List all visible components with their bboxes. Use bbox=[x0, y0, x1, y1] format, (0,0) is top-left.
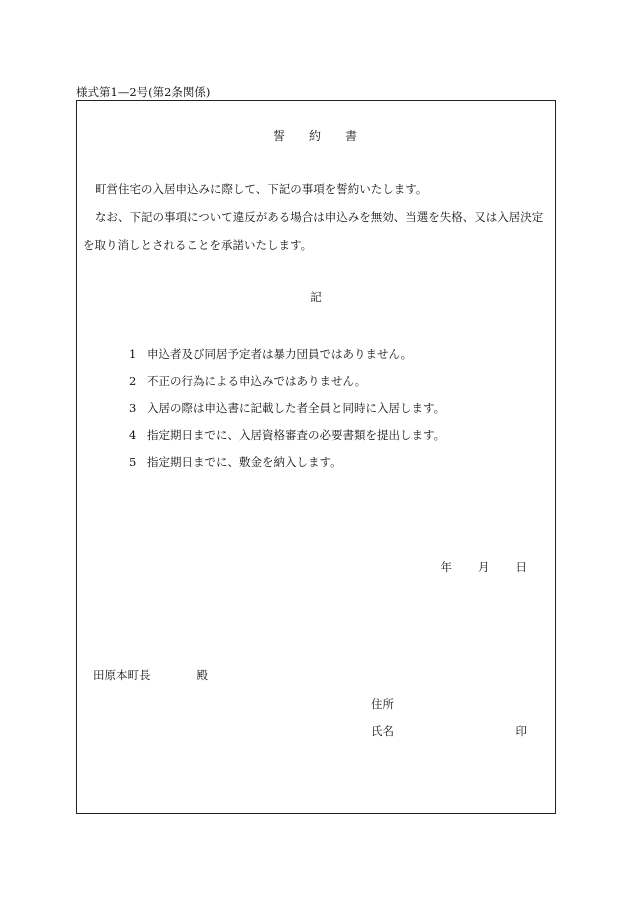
date-day-label: 日 bbox=[515, 560, 527, 574]
item-number: 1 bbox=[129, 347, 137, 361]
form-number: 様式第1—2号(第2条関係) bbox=[76, 85, 211, 99]
title-char-2: 約 bbox=[308, 129, 323, 143]
seal-label: 印 bbox=[515, 724, 527, 738]
pledge-items-list bbox=[129, 341, 545, 476]
name-label: 氏名 bbox=[371, 724, 394, 738]
item-number: 2 bbox=[129, 374, 137, 388]
pledge-paragraph: 町営住宅の入居申込みに際して、下記の事項を誓約いたします。 bbox=[95, 182, 428, 196]
document-frame bbox=[76, 100, 556, 814]
addressee-honorific: 殿 bbox=[196, 668, 208, 682]
item-number: 4 bbox=[129, 428, 137, 442]
item-text: 入居の際は申込書に記載した者全員と同時に入居します。 bbox=[147, 401, 446, 415]
list-item bbox=[129, 341, 545, 368]
list-item bbox=[129, 449, 545, 476]
list-item bbox=[129, 422, 545, 449]
list-item bbox=[129, 395, 545, 422]
title-char-1: 誓 bbox=[272, 129, 287, 143]
item-text: 指定期日までに、敷金を納入します。 bbox=[147, 455, 342, 469]
document-title bbox=[77, 127, 555, 144]
ki-heading: 記 bbox=[310, 290, 322, 304]
addressee bbox=[93, 667, 208, 683]
item-number: 5 bbox=[129, 455, 137, 469]
date-year-label: 年 bbox=[440, 560, 452, 574]
item-number: 3 bbox=[129, 401, 137, 415]
item-text: 指定期日までに、入居資格審査の必要書類を提出します。 bbox=[147, 428, 446, 442]
addressee-name: 田原本町長 bbox=[93, 668, 151, 682]
title-char-3: 書 bbox=[345, 129, 360, 143]
date-line bbox=[441, 559, 528, 575]
item-text: 不正の行為による申込みではありません。 bbox=[147, 374, 367, 388]
item-text: 申込者及び同居予定者は暴力団員ではありません。 bbox=[147, 347, 413, 361]
address-label: 住所 bbox=[371, 697, 394, 711]
list-item bbox=[129, 368, 545, 395]
date-month-label: 月 bbox=[478, 560, 490, 574]
violation-paragraph: なお、下記の事項について違反がある場合は申込みを無効、当選を失格、又は入居決定を取り消しとされることを承諾いたします。 bbox=[83, 210, 544, 252]
